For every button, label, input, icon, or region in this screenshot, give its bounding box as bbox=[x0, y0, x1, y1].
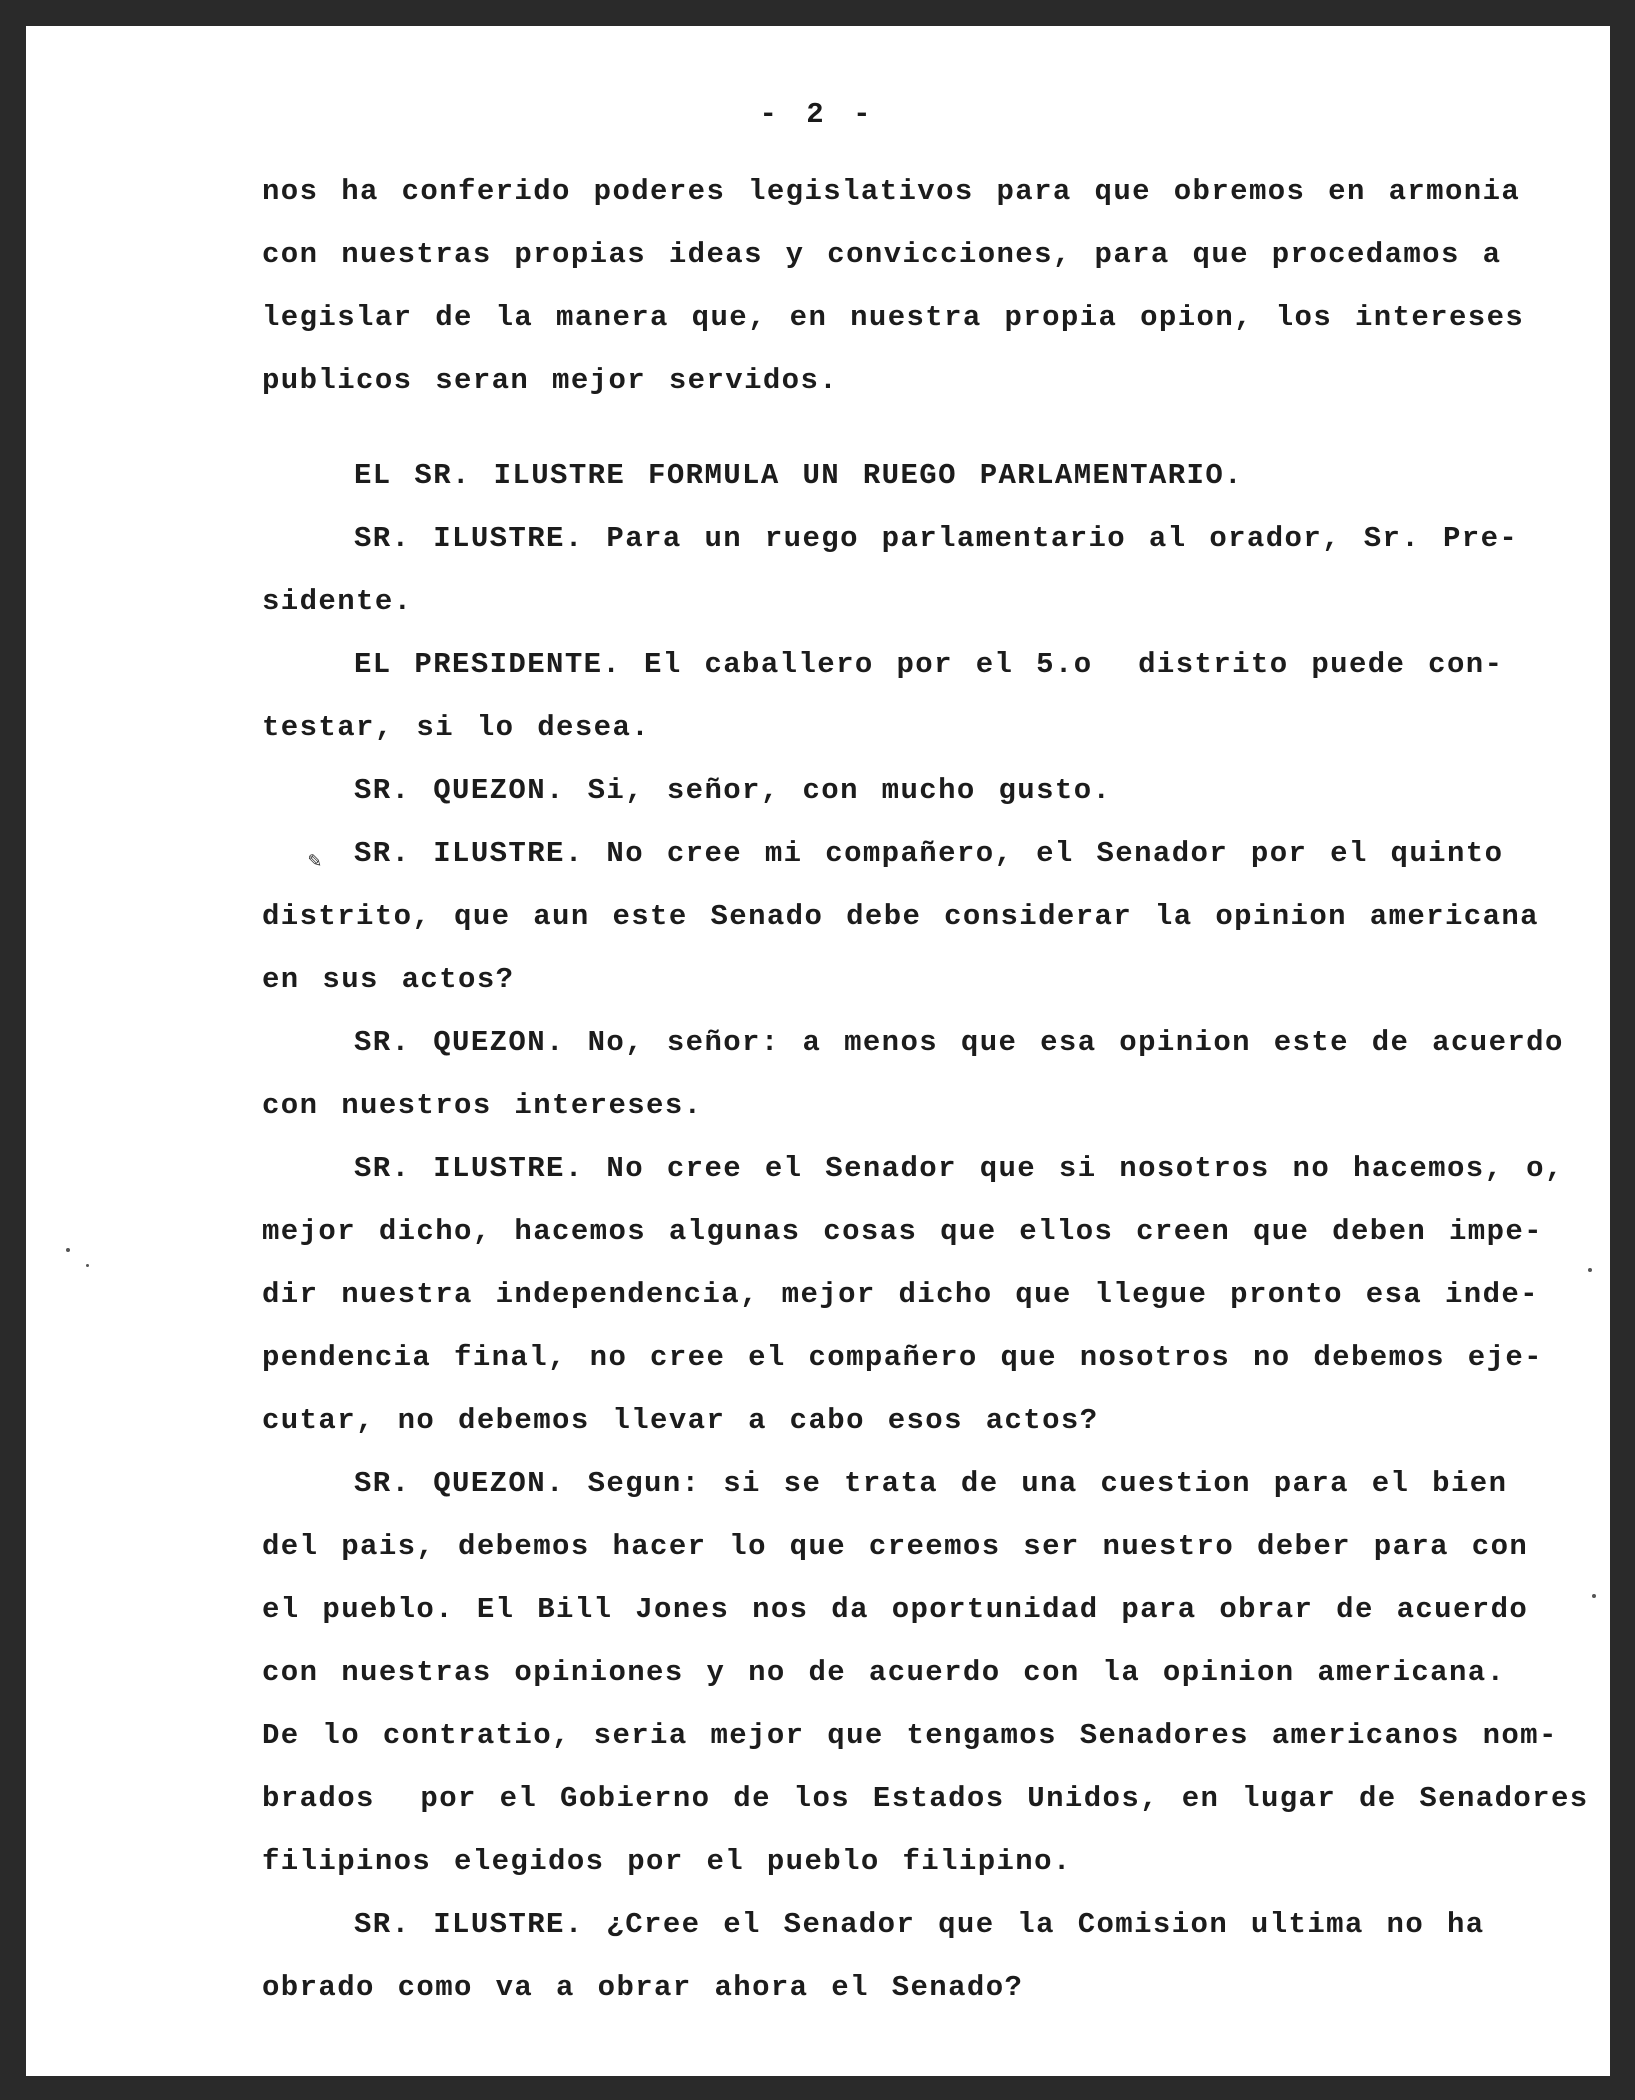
document-page bbox=[26, 26, 1610, 2076]
margin-pencil-mark: ✎ bbox=[308, 849, 322, 874]
scan-speck bbox=[1588, 1268, 1592, 1272]
paragraph bbox=[262, 1452, 1589, 1893]
text-line: SR. QUEZON. Segun: si se trata de una cuestion para el bien bbox=[354, 1467, 1508, 1500]
page-number: - 2 - bbox=[759, 98, 877, 131]
section-spacer bbox=[262, 412, 1562, 444]
paragraph bbox=[262, 160, 1562, 412]
text-line: mejor dicho, hacemos algunas cosas que ellos creen que deben impe- bbox=[262, 1215, 1543, 1248]
text-line: SR. ILUSTRE. No cree mi compañero, el Senador por el quinto bbox=[354, 837, 1504, 870]
paragraph bbox=[262, 633, 1562, 759]
paragraph bbox=[262, 1893, 1562, 2019]
text-line: con nuestros intereses. bbox=[262, 1089, 703, 1122]
text-line: obrado como va a obrar ahora el Senado? bbox=[262, 1971, 1024, 2004]
paragraph bbox=[262, 507, 1562, 633]
paragraph bbox=[262, 444, 1562, 507]
paragraph bbox=[262, 759, 1562, 822]
text-line: filipinos elegidos por el pueblo filipino. bbox=[262, 1845, 1072, 1878]
text-line: con nuestras propias ideas y convicciones, para que procedamos a bbox=[262, 238, 1502, 271]
text-line: en sus actos? bbox=[262, 963, 515, 996]
text-line: pendencia final, no cree el compañero que nosotros no debemos eje- bbox=[262, 1341, 1543, 1374]
text-line: publicos seran mejor servidos. bbox=[262, 364, 839, 397]
text-line: EL PRESIDENTE. El caballero por el 5.o distrito puede con- bbox=[354, 648, 1504, 681]
text-line: sidente. bbox=[262, 585, 413, 618]
text-line: con nuestras opiniones y no de acuerdo con la opinion americana. bbox=[262, 1656, 1506, 1689]
text-line: legislar de la manera que, en nuestra propia opion, los intereses bbox=[262, 301, 1525, 334]
text-line: SR. QUEZON. Si, señor, con mucho gusto. bbox=[354, 774, 1112, 807]
text-line: dir nuestra independencia, mejor dicho que llegue pronto esa inde- bbox=[262, 1278, 1539, 1311]
text-line: el pueblo. El Bill Jones nos da oportunidad para obrar de acuerdo bbox=[262, 1593, 1529, 1626]
scan-speck bbox=[66, 1248, 70, 1252]
text-line: SR. ILUSTRE. ¿Cree el Senador que la Comision ultima no ha bbox=[354, 1908, 1485, 1941]
text-line: nos ha conferido poderes legislativos para que obremos en armonia bbox=[262, 175, 1521, 208]
scan-speck bbox=[1592, 1594, 1596, 1598]
paragraph bbox=[262, 1137, 1562, 1452]
scan-speck bbox=[86, 1264, 89, 1267]
paragraph bbox=[262, 1011, 1562, 1137]
text-line: SR. ILUSTRE. No cree el Senador que si nosotros no hacemos, o, bbox=[354, 1152, 1564, 1185]
text-line: cutar, no debemos llevar a cabo esos actos? bbox=[262, 1404, 1099, 1437]
document-body bbox=[262, 160, 1589, 2019]
text-line: del pais, debemos hacer lo que creemos ser nuestro deber para con bbox=[262, 1530, 1529, 1563]
text-line: SR. ILUSTRE. Para un ruego parlamentario al orador, Sr. Pre- bbox=[354, 522, 1519, 555]
text-line: distrito, que aun este Senado debe considerar la opinion americana bbox=[262, 900, 1539, 933]
text-line: EL SR. ILUSTRE FORMULA UN RUEGO PARLAMENTARIO. bbox=[354, 459, 1243, 492]
text-line: SR. QUEZON. No, señor: a menos que esa opinion este de acuerdo bbox=[354, 1026, 1564, 1059]
paragraph bbox=[262, 822, 1562, 1011]
text-line: testar, si lo desea. bbox=[262, 711, 651, 744]
text-line: brados por el Gobierno de los Estados Unidos, en lugar de Senadores bbox=[262, 1782, 1589, 1815]
text-line: De lo contratio, seria mejor que tengamos Senadores americanos nom- bbox=[262, 1719, 1558, 1752]
